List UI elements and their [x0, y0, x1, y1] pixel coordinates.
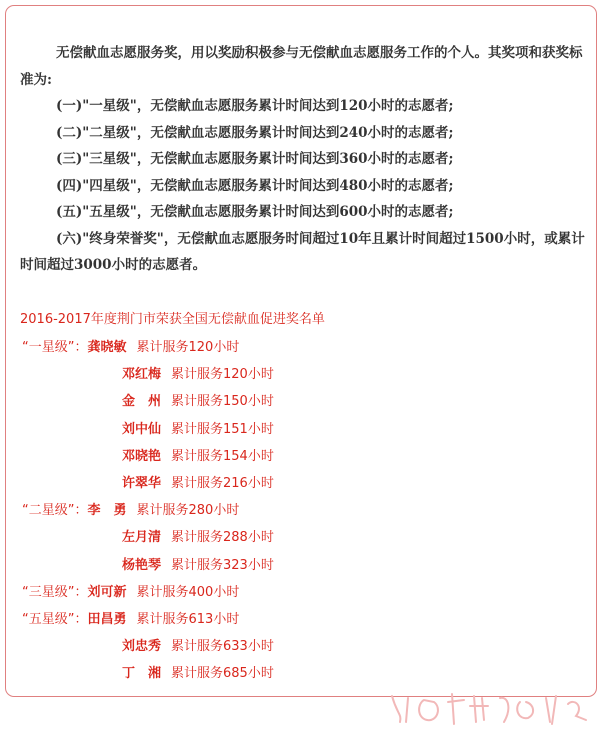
service-hours: 累计服务150小时	[171, 394, 274, 410]
list-item	[122, 635, 274, 654]
service-hours: 累计服务400小时	[136, 584, 240, 600]
service-hours: 累计服务288小时	[171, 530, 274, 546]
list-item	[122, 390, 274, 409]
criteria-item: (六)"终身荣誉奖"，无偿献血志愿服务时间超过10年且累计时间超过1500小时，或累计时间超过3000小时的志愿者。	[20, 230, 585, 273]
list-item	[22, 581, 239, 600]
list-item	[122, 526, 274, 545]
list-title: 2016-2017年度荆门市荣获全国无偿献血促进奖名单	[20, 312, 325, 327]
criteria-item: (五)"五星级"，无偿献血志愿服务累计时间达到600小时的志愿者;	[56, 204, 454, 220]
criteria-item: (四)"四星级"，无偿献血志愿服务累计时间达到480小时的志愿者;	[56, 177, 454, 194]
list-item	[22, 336, 239, 355]
volunteer-name: 左月清	[122, 530, 162, 546]
list-item	[122, 662, 274, 681]
service-hours: 累计服务216小时	[171, 476, 274, 491]
criteria-item: (三)"三星级"，无偿献血志愿服务累计时间达到360小时的志愿者;	[56, 151, 454, 167]
service-hours: 累计服务120小时	[171, 367, 274, 383]
intro-paragraph: 无偿献血志愿服务奖，用以奖励积极参与无偿献血志愿服务工作的个人。其奖项和获奖标准为:	[20, 45, 583, 88]
criteria-item: (一)"一星级"，无偿献血志愿服务累计时间达到120小时的志愿者;	[56, 98, 454, 114]
level-label: “三星级”：	[22, 584, 88, 600]
service-hours: 累计服务613小时	[136, 612, 240, 627]
service-hours: 累计服务633小时	[171, 639, 274, 655]
list-item	[122, 418, 274, 437]
volunteer-name: 杨艳琴	[122, 557, 162, 573]
list-item	[122, 445, 274, 464]
service-hours: 累计服务280小时	[136, 503, 240, 519]
volunteer-name: 金 州	[122, 394, 162, 410]
volunteer-name: 刘可新	[87, 584, 127, 600]
service-hours: 累计服务154小时	[171, 448, 274, 464]
level-label: “二星级”：	[22, 503, 88, 519]
volunteer-name: 刘中仙	[122, 421, 162, 437]
service-hours: 累计服务120小时	[136, 340, 240, 355]
award-description	[20, 40, 585, 279]
list-item	[22, 608, 239, 627]
service-hours: 累计服务685小时	[171, 666, 274, 682]
list-item	[122, 472, 274, 491]
criteria-item: (二)"二星级"，无偿献血志愿服务累计时间达到240小时的志愿者;	[56, 124, 454, 141]
list-item	[122, 554, 274, 573]
level-label: “一星级”：	[22, 340, 88, 355]
volunteer-name: 邓红梅	[122, 367, 162, 383]
volunteer-name: 田昌勇	[87, 612, 127, 627]
volunteer-name: 李 勇	[87, 503, 127, 519]
service-hours: 累计服务151小时	[171, 421, 274, 437]
level-label: “五星级”：	[22, 612, 88, 627]
list-item	[22, 499, 239, 518]
volunteer-name: 丁 湘	[122, 666, 162, 682]
watermark-logo	[372, 684, 597, 728]
service-hours: 累计服务323小时	[171, 557, 274, 573]
volunteer-name: 刘忠秀	[122, 639, 162, 655]
volunteer-name: 龚晓敏	[87, 340, 127, 355]
list-item	[122, 363, 274, 382]
volunteer-name: 邓晓艳	[122, 448, 162, 464]
volunteer-name: 许翠华	[122, 476, 162, 491]
